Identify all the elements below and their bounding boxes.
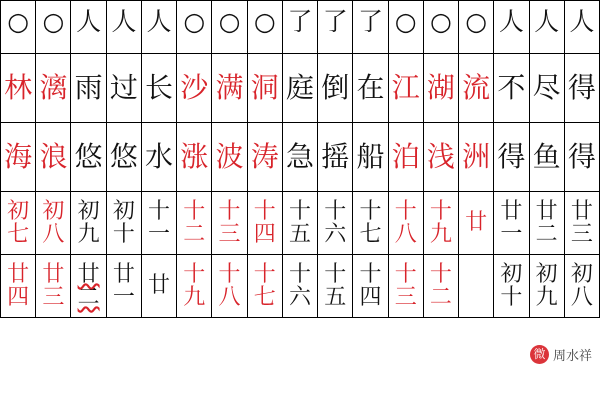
poem-cell — [247, 123, 282, 192]
date-bottom: 八 — [42, 222, 65, 247]
date-stack — [353, 200, 387, 246]
date-bottom: 二 — [77, 285, 100, 310]
date-stack — [177, 263, 211, 309]
date-stack — [494, 263, 528, 309]
date-stack — [459, 211, 493, 234]
date-bottom: 六 — [288, 285, 311, 310]
date-stack — [36, 200, 70, 246]
date-cell — [459, 192, 494, 255]
date-cell — [212, 255, 247, 318]
symbol-cell — [564, 1, 599, 54]
date-cell — [459, 255, 494, 318]
poem-char: 浅 — [426, 140, 455, 173]
date-top: 初 — [7, 198, 30, 224]
date-top: 初 — [112, 198, 135, 224]
date-stack — [283, 263, 317, 309]
date-cell — [71, 255, 106, 318]
poem-char: 长 — [145, 71, 174, 104]
date-cell — [564, 192, 599, 255]
bottom-margin — [0, 376, 600, 400]
poem-char: 倒 — [321, 71, 350, 104]
date-top: 廿 — [77, 261, 100, 287]
date-stack — [389, 200, 423, 246]
date-bottom: 五 — [288, 222, 311, 247]
date-cell — [1, 255, 36, 318]
date-stack — [1, 200, 35, 246]
date-stack — [142, 200, 176, 246]
date-top: 十 — [218, 198, 241, 224]
date-bottom: 八 — [218, 285, 241, 310]
poem-cell — [318, 54, 353, 123]
poem-char: 水 — [145, 140, 174, 173]
date-stack — [1, 263, 35, 309]
poem-char: 得 — [567, 140, 596, 173]
date-top: 初 — [500, 261, 523, 287]
date-top: 十 — [183, 198, 206, 224]
symbol-cell — [529, 1, 564, 54]
watermark — [530, 345, 592, 364]
symbol-text: ○ — [42, 6, 65, 36]
date-bottom: 一 — [500, 222, 523, 247]
symbol-text: 人 — [569, 6, 595, 36]
date-top: 十 — [253, 261, 276, 287]
symbol-text: 了 — [287, 6, 313, 36]
date-bottom: 十 — [112, 222, 135, 247]
poem-char: 泊 — [391, 140, 420, 173]
poem-cell — [459, 54, 494, 123]
poem-char: 林 — [4, 71, 33, 104]
date-cell — [247, 192, 282, 255]
symbol-cell — [106, 1, 141, 54]
poem-cell — [529, 54, 564, 123]
date-stack — [71, 263, 105, 309]
poem-char: 洲 — [462, 140, 491, 173]
date-bottom: 十 — [500, 285, 523, 310]
poem-cell — [423, 54, 458, 123]
date-top: 十 — [218, 261, 241, 287]
date-cell — [1, 192, 36, 255]
date-cell — [529, 192, 564, 255]
date-cell — [353, 255, 388, 318]
date-cell — [177, 192, 212, 255]
poem-char: 悠 — [74, 140, 103, 173]
date-top: 初 — [535, 261, 558, 287]
date-stack — [71, 200, 105, 246]
date-cell — [36, 255, 71, 318]
poem-char: 雨 — [74, 71, 103, 104]
date-bottom: 七 — [7, 222, 30, 247]
date-bottom: 四 — [253, 222, 276, 247]
date-stack — [530, 200, 564, 246]
date-top: 初 — [570, 261, 593, 287]
date-cell — [106, 192, 141, 255]
date-bottom: 九 — [77, 222, 100, 247]
date-bottom: 九 — [429, 222, 452, 247]
date-top: 十 — [148, 198, 171, 224]
date-cell — [36, 192, 71, 255]
symbol-text: ○ — [253, 6, 276, 36]
date-cell — [282, 192, 317, 255]
date-top: 廿 — [112, 261, 135, 287]
date-cell — [177, 255, 212, 318]
poem-char: 急 — [285, 140, 314, 173]
symbol-text: ○ — [430, 6, 452, 36]
symbol-cell — [353, 1, 388, 54]
poem-char: 洞 — [250, 71, 279, 104]
date-bottom: 七 — [359, 222, 382, 247]
poem-char: 涛 — [250, 140, 279, 173]
poem-cell — [141, 123, 176, 192]
poem-char: 波 — [215, 140, 244, 173]
date-bottom: 三 — [42, 285, 65, 310]
date-bottom: 六 — [324, 222, 347, 247]
poem-char: 湖 — [426, 71, 455, 104]
date-stack — [212, 200, 246, 246]
date-cell — [141, 192, 176, 255]
poem-char: 浪 — [39, 140, 68, 173]
poem-cell — [212, 54, 247, 123]
poem-cell — [318, 123, 353, 192]
poem-char: 悠 — [109, 140, 138, 173]
date-stack — [565, 263, 599, 309]
date-stack — [424, 263, 458, 309]
date-bottom: 三 — [394, 285, 417, 310]
date-bottom: 二 — [429, 285, 452, 310]
poem-cell — [459, 123, 494, 192]
poem-char: 尽 — [532, 71, 561, 104]
date-top: 十 — [359, 198, 382, 224]
symbol-text: 人 — [76, 6, 102, 36]
date-cell — [564, 255, 599, 318]
poem-cell — [1, 54, 36, 123]
poem-cell — [247, 54, 282, 123]
date-top: 十 — [288, 261, 311, 287]
poem-cell — [106, 123, 141, 192]
date-bottom: 九 — [183, 285, 206, 310]
date-cell — [529, 255, 564, 318]
symbol-cell — [141, 1, 176, 54]
date-cell — [353, 192, 388, 255]
date-top: 廿 — [7, 261, 30, 287]
date-cell — [106, 255, 141, 318]
poem-cell — [529, 123, 564, 192]
date-cell — [388, 192, 423, 255]
poem-char: 流 — [462, 71, 491, 104]
date-top: 十 — [253, 198, 276, 224]
symbol-text: 人 — [498, 6, 524, 36]
date-top: 廿 — [42, 261, 65, 287]
poem-row-2 — [1, 123, 600, 192]
date-bottom: 八 — [394, 222, 417, 247]
date-stack — [107, 200, 141, 246]
poem-cell — [36, 54, 71, 123]
poem-char: 庭 — [285, 71, 314, 104]
poem-char: 海 — [4, 140, 33, 173]
poem-cell — [494, 54, 529, 123]
date-top: 十 — [394, 261, 417, 287]
date-bottom: 二 — [183, 222, 206, 247]
date-bottom: 五 — [324, 285, 347, 310]
symbol-text: ○ — [465, 6, 488, 36]
poem-cell — [212, 123, 247, 192]
poem-row-1 — [1, 54, 600, 123]
wechat-icon: 微 — [530, 345, 549, 364]
date-row-2 — [1, 255, 600, 318]
date-stack — [565, 200, 599, 246]
date-top: 廿 — [465, 210, 488, 236]
date-stack — [494, 200, 528, 246]
date-cell — [494, 255, 529, 318]
date-top: 十 — [429, 198, 452, 224]
symbol-cell — [1, 1, 36, 54]
symbol-cell — [318, 1, 353, 54]
date-stack — [318, 200, 352, 246]
date-cell — [494, 192, 529, 255]
symbol-cell — [36, 1, 71, 54]
poem-cell — [564, 123, 599, 192]
symbol-text: ○ — [394, 6, 417, 36]
poem-char: 船 — [356, 140, 385, 173]
poem-cell — [353, 54, 388, 123]
poem-cell — [1, 123, 36, 192]
poem-cell — [282, 54, 317, 123]
date-top: 十 — [183, 261, 206, 287]
poem-cell — [141, 54, 176, 123]
date-stack — [142, 274, 176, 297]
poem-char: 涨 — [180, 140, 209, 173]
date-bottom: 三 — [570, 222, 593, 247]
symbol-cell — [423, 1, 458, 54]
symbol-text: ○ — [183, 6, 206, 36]
poem-char: 得 — [567, 71, 596, 104]
symbol-text: 人 — [534, 6, 560, 36]
date-bottom: 八 — [570, 285, 593, 310]
symbol-cell — [177, 1, 212, 54]
poem-cell — [282, 123, 317, 192]
date-cell — [388, 255, 423, 318]
poem-cell — [494, 123, 529, 192]
symbol-text: 了 — [322, 6, 348, 36]
date-stack — [318, 263, 352, 309]
date-bottom: 一 — [148, 222, 171, 247]
date-top: 廿 — [535, 198, 558, 224]
poem-cell — [388, 123, 423, 192]
date-cell — [318, 192, 353, 255]
poem-cell — [36, 123, 71, 192]
poem-char: 江 — [391, 71, 420, 104]
poem-char: 满 — [215, 71, 244, 104]
watermark-text: 周水祥 — [552, 349, 592, 364]
symbol-text: 人 — [111, 6, 137, 36]
date-stack — [36, 263, 70, 309]
date-top: 廿 — [148, 273, 171, 299]
date-stack — [177, 200, 211, 246]
poem-char: 漓 — [39, 71, 68, 104]
date-stack — [107, 263, 141, 309]
date-cell — [71, 192, 106, 255]
date-top: 十 — [394, 198, 417, 224]
date-bottom: 九 — [535, 285, 558, 310]
date-stack — [248, 263, 282, 309]
date-stack — [283, 200, 317, 246]
date-top: 十 — [324, 261, 347, 287]
date-top: 初 — [42, 198, 65, 224]
symbol-cell — [71, 1, 106, 54]
symbol-text: 人 — [146, 6, 172, 36]
date-stack — [424, 200, 458, 246]
date-cell — [318, 255, 353, 318]
poem-cell — [177, 123, 212, 192]
symbol-text: 了 — [357, 6, 383, 36]
symbol-cell — [494, 1, 529, 54]
date-top: 十 — [324, 198, 347, 224]
date-top: 十 — [429, 261, 452, 287]
symbol-row — [1, 1, 600, 54]
date-bottom: 七 — [253, 285, 276, 310]
date-top: 廿 — [570, 198, 593, 224]
date-bottom: 四 — [359, 285, 382, 310]
date-cell — [282, 255, 317, 318]
poem-cell — [106, 54, 141, 123]
date-top: 十 — [359, 261, 382, 287]
poem-char: 得 — [497, 140, 526, 173]
date-cell — [212, 192, 247, 255]
date-stack — [389, 263, 423, 309]
poem-char: 不 — [497, 71, 526, 104]
date-bottom: 二 — [535, 222, 558, 247]
symbol-cell — [388, 1, 423, 54]
date-bottom: 四 — [7, 285, 30, 310]
poem-char: 沙 — [180, 71, 209, 104]
poem-cell — [71, 54, 106, 123]
poem-cell — [388, 54, 423, 123]
poem-cell — [71, 123, 106, 192]
date-stack — [353, 263, 387, 309]
symbol-cell — [247, 1, 282, 54]
date-bottom: 一 — [112, 285, 135, 310]
poem-char: 在 — [356, 71, 385, 104]
symbol-cell — [282, 1, 317, 54]
symbol-text: ○ — [218, 6, 241, 36]
date-cell — [247, 255, 282, 318]
poem-cell — [423, 123, 458, 192]
date-top: 十 — [288, 198, 311, 224]
date-top: 初 — [77, 198, 100, 224]
poem-char: 过 — [109, 71, 138, 104]
symbol-cell — [459, 1, 494, 54]
date-stack — [212, 263, 246, 309]
poem-cell — [177, 54, 212, 123]
poem-cell — [564, 54, 599, 123]
date-stack — [248, 200, 282, 246]
poem-char: 摇 — [321, 140, 350, 173]
date-row-1 — [1, 192, 600, 255]
poem-cell — [353, 123, 388, 192]
date-cell — [141, 255, 176, 318]
date-cell — [423, 255, 458, 318]
date-bottom: 三 — [218, 222, 241, 247]
date-top: 廿 — [500, 198, 523, 224]
symbol-cell — [212, 1, 247, 54]
poem-char: 鱼 — [532, 140, 561, 173]
date-stack — [530, 263, 564, 309]
symbol-text: ○ — [7, 6, 30, 36]
date-cell — [423, 192, 458, 255]
